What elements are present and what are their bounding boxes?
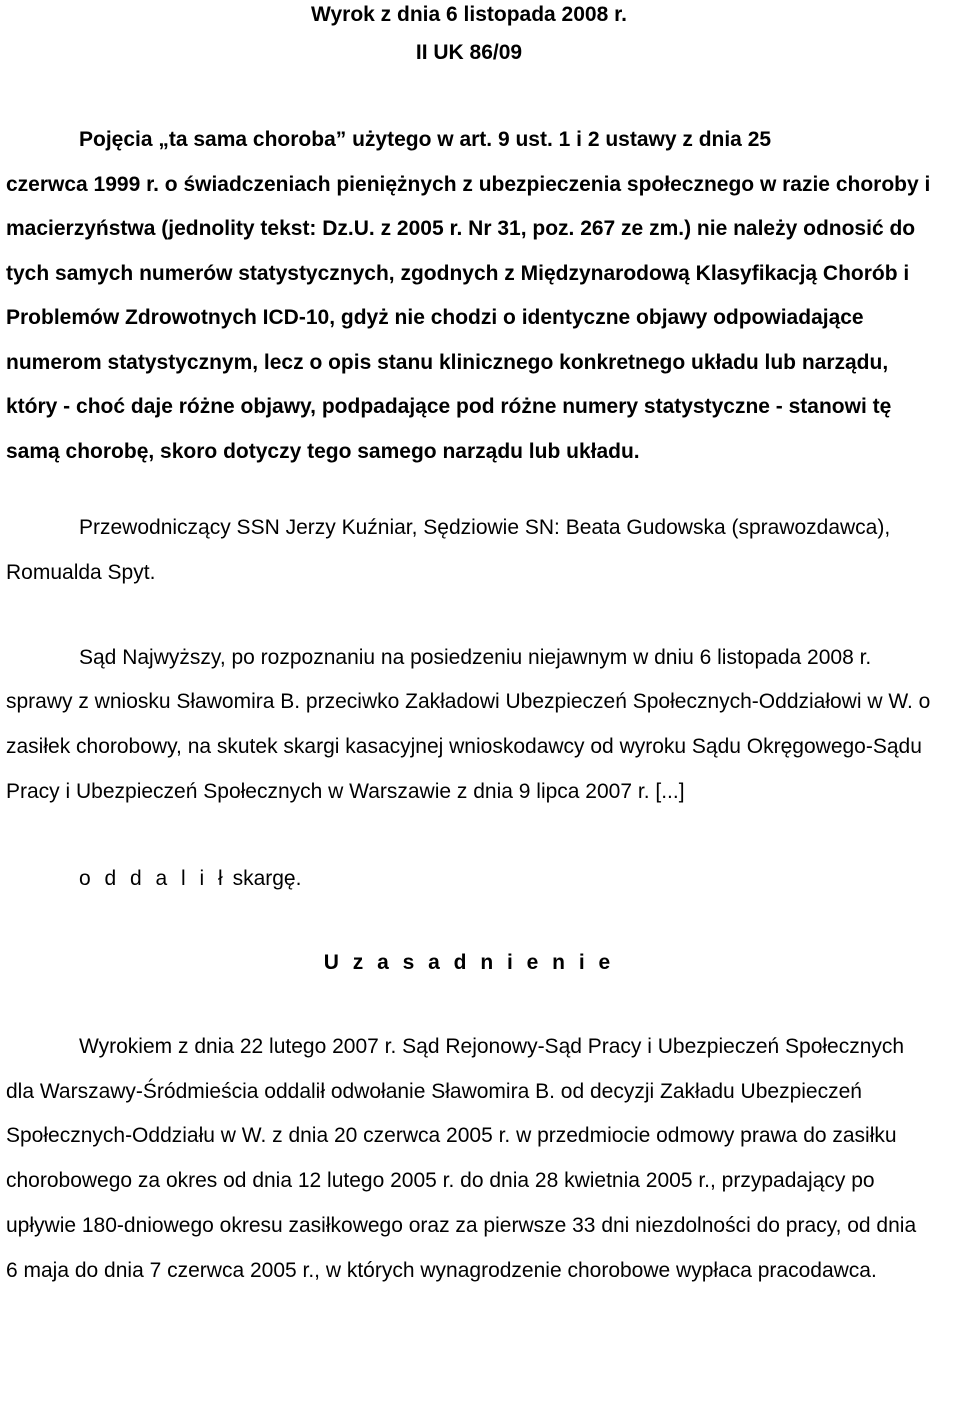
- court-composition: Przewodniczący SSN Jerzy Kuźniar, Sędziowie SN: Beata Gudowska (sprawozdawca), Romualda Spyt.: [6, 516, 891, 584]
- justification-heading: U z a s a d n i e n i e: [323, 950, 615, 974]
- thesis-body: czerwca 1999 r. o świadczeniach pieniężnych z ubezpieczenia społecznego w razie choroby i macierzyństwa (jednolity tekst: Dz.U. z 2005 r. Nr 31, poz. 267 ze zm.) nie należy odnosić do tych samych numerów statystycznych, zgodnych z Międzynarodową Klasyfikacją Chorób i Problemów Zdrowotnych ICD-10, gdyż nie chodzi o identyczne objawy odpowiadające numerom statystycznym, lecz o opis stanu klinicznego konkretnego układu lub narządu, który - choć daje różne objawy, podpadające pod różne numery statystyczne - stanowi tę samą chorobę, skoro dotyczy tego samego narządu lub układu.: [6, 172, 931, 463]
- document-page: [6, 0, 932, 1294]
- thesis: [6, 118, 932, 474]
- ruling-object: skargę.: [232, 866, 302, 890]
- justification-text: Wyrokiem z dnia 22 lutego 2007 r. Sąd Rejonowy-Sąd Pracy i Ubezpieczeń Społecznych dla Warszawy-Śródmieścia oddalił odwołanie Sławomira B. od decyzji Zakładu Ubezpieczeń Społecznych-Oddziału w W. z dnia 20 czerwca 2005 r. w przedmiocie odmowy prawa do zasiłku chorobowego za okres od dnia 12 lutego 2005 r. do dnia 28 kwietnia 2005 r., przypadający po upływie 180-dniowego okresu zasiłkowego oraz za pierwsze 33 dni niezdolności do pracy, od dnia 6 maja do dnia 7 czerwca 2005 r., w których wynagrodzenie chorobowe wypłaca pracodawca.: [6, 1034, 917, 1282]
- decision-intro: Sąd Najwyższy, po rozpoznaniu na posiedzeniu niejawnym w dniu 6 listopada 2008 r. sprawy z wniosku Sławomira B. przeciwko Zakładowi Ubezpieczeń Społecznych-Oddziałowi w W. o zasiłek chorobowy, na skutek skargi kasacyjnej wnioskodawcy od wyroku Sądu Okręgowego-Sądu Pracy i Ubezpieczeń Społecznych w Warszawie z dnia 9 lipca 2007 r. [...]: [6, 645, 931, 803]
- thesis-first-line: Pojęcia „ta sama choroba” użytego w art. 9 ust. 1 i 2 ustawy z dnia 25: [79, 128, 772, 151]
- ruling: [6, 857, 932, 901]
- ruling-verb: o d d a l i ł: [79, 866, 227, 890]
- case-signature: II UK 86/09: [415, 41, 523, 64]
- judgment-title: Wyrok z dnia 6 listopada 2008 r.: [311, 3, 627, 26]
